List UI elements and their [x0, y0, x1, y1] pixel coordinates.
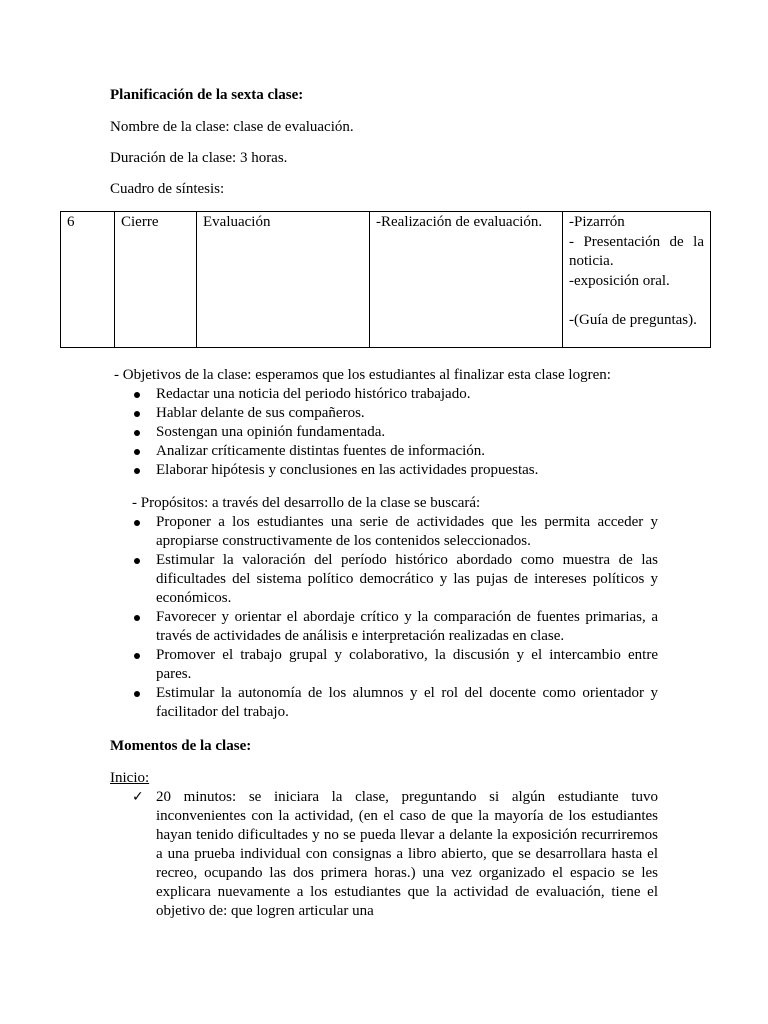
- table-cell-number: 6: [61, 212, 115, 348]
- resource-line: -exposición oral.: [569, 272, 670, 289]
- bullet-icon: [134, 449, 140, 455]
- moments-heading: Momentos de la clase:: [110, 738, 252, 754]
- inicio-text: 20 minutos: se iniciara la clase, preguntando si algún estudiante tuvo inconvenientes con la actividad, (en el caso de que la mayoría de los estudiantes hayan tenido dificultades y no se pueda llevar a delante la exposición recurriremos a una prueba individual con consignas a libro abierto, que se desarrollara hasta el recreo, ocupando las dos primera horas.) una vez organizado el espacio se les explicara nuevamente a los estudiantes que la actividad de evaluación, tiene el objetivo de: que logren articular una: [156, 789, 658, 919]
- table-cell-stage: Cierre: [115, 212, 197, 348]
- list-item: Elaborar hipótesis y conclusiones en las actividades propuestas.: [156, 461, 666, 480]
- inicio-item: [132, 788, 658, 921]
- table-cell-resources: [563, 212, 711, 348]
- resource-line: - Presentación de la: [569, 233, 704, 250]
- list-item: Estimular la autonomía de los alumnos y el rol del docente como orientador y facilitador del trabajo.: [156, 684, 658, 722]
- list-item: Sostengan una opinión fundamentada.: [156, 423, 666, 442]
- bullet-icon: [134, 558, 140, 564]
- table-cell-action: -Realización de evaluación.: [370, 212, 563, 348]
- bullet-icon: [134, 411, 140, 417]
- resource-line: -Pizarrón: [569, 214, 625, 230]
- synthesis-label: Cuadro de síntesis:: [110, 181, 225, 197]
- resource-line: -(Guía de preguntas).: [569, 311, 697, 328]
- table-row: [61, 212, 711, 348]
- inicio-label: Inicio:: [110, 770, 150, 786]
- list-item: Analizar críticamente distintas fuentes de información.: [156, 442, 666, 461]
- list-item: Proponer a los estudiantes una serie de actividades que les permita acceder y apropiarse constructivamente de los contenidos seleccionados.: [156, 513, 658, 551]
- checkmark-icon: ✓: [132, 789, 144, 805]
- resource-line: noticia.: [569, 253, 614, 269]
- resource-blank-line: [569, 291, 704, 311]
- list-item: Redactar una noticia del periodo histórico trabajado.: [156, 385, 666, 404]
- purposes-intro: - Propósitos: a través del desarrollo de la clase se buscará:: [132, 495, 481, 511]
- bullet-icon: [134, 392, 140, 398]
- list-item: Favorecer y orientar el abordaje crítico y la comparación de fuentes primarias, a través de actividades de análisis e interpretación realizadas en clase.: [156, 608, 658, 646]
- page-heading: Planificación de la sexta clase:: [110, 87, 304, 103]
- table-cell-activity: Evaluación: [197, 212, 370, 348]
- list-item: Estimular la valoración del período histórico abordado como muestra de las dificultades del sistema político democrático y las pujas de intereses políticos y económicos.: [156, 551, 658, 608]
- bullet-icon: [134, 430, 140, 436]
- bullet-icon: [134, 691, 140, 697]
- bullet-icon: [134, 615, 140, 621]
- objectives-list: [156, 385, 666, 480]
- list-item: Hablar delante de sus compañeros.: [156, 404, 666, 423]
- bullet-icon: [134, 653, 140, 659]
- duration-line: Duración de la clase: 3 horas.: [110, 150, 288, 166]
- bullet-icon: [134, 520, 140, 526]
- purposes-list: [156, 513, 658, 722]
- synthesis-table: [60, 211, 711, 348]
- objectives-intro: - Objetivos de la clase: esperamos que los estudiantes al finalizar esta clase logren:: [114, 367, 611, 383]
- bullet-icon: [134, 468, 140, 474]
- class-name-line: Nombre de la clase: clase de evaluación.: [110, 119, 354, 135]
- list-item: Promover el trabajo grupal y colaborativo, la discusión y el intercambio entre pares.: [156, 646, 658, 684]
